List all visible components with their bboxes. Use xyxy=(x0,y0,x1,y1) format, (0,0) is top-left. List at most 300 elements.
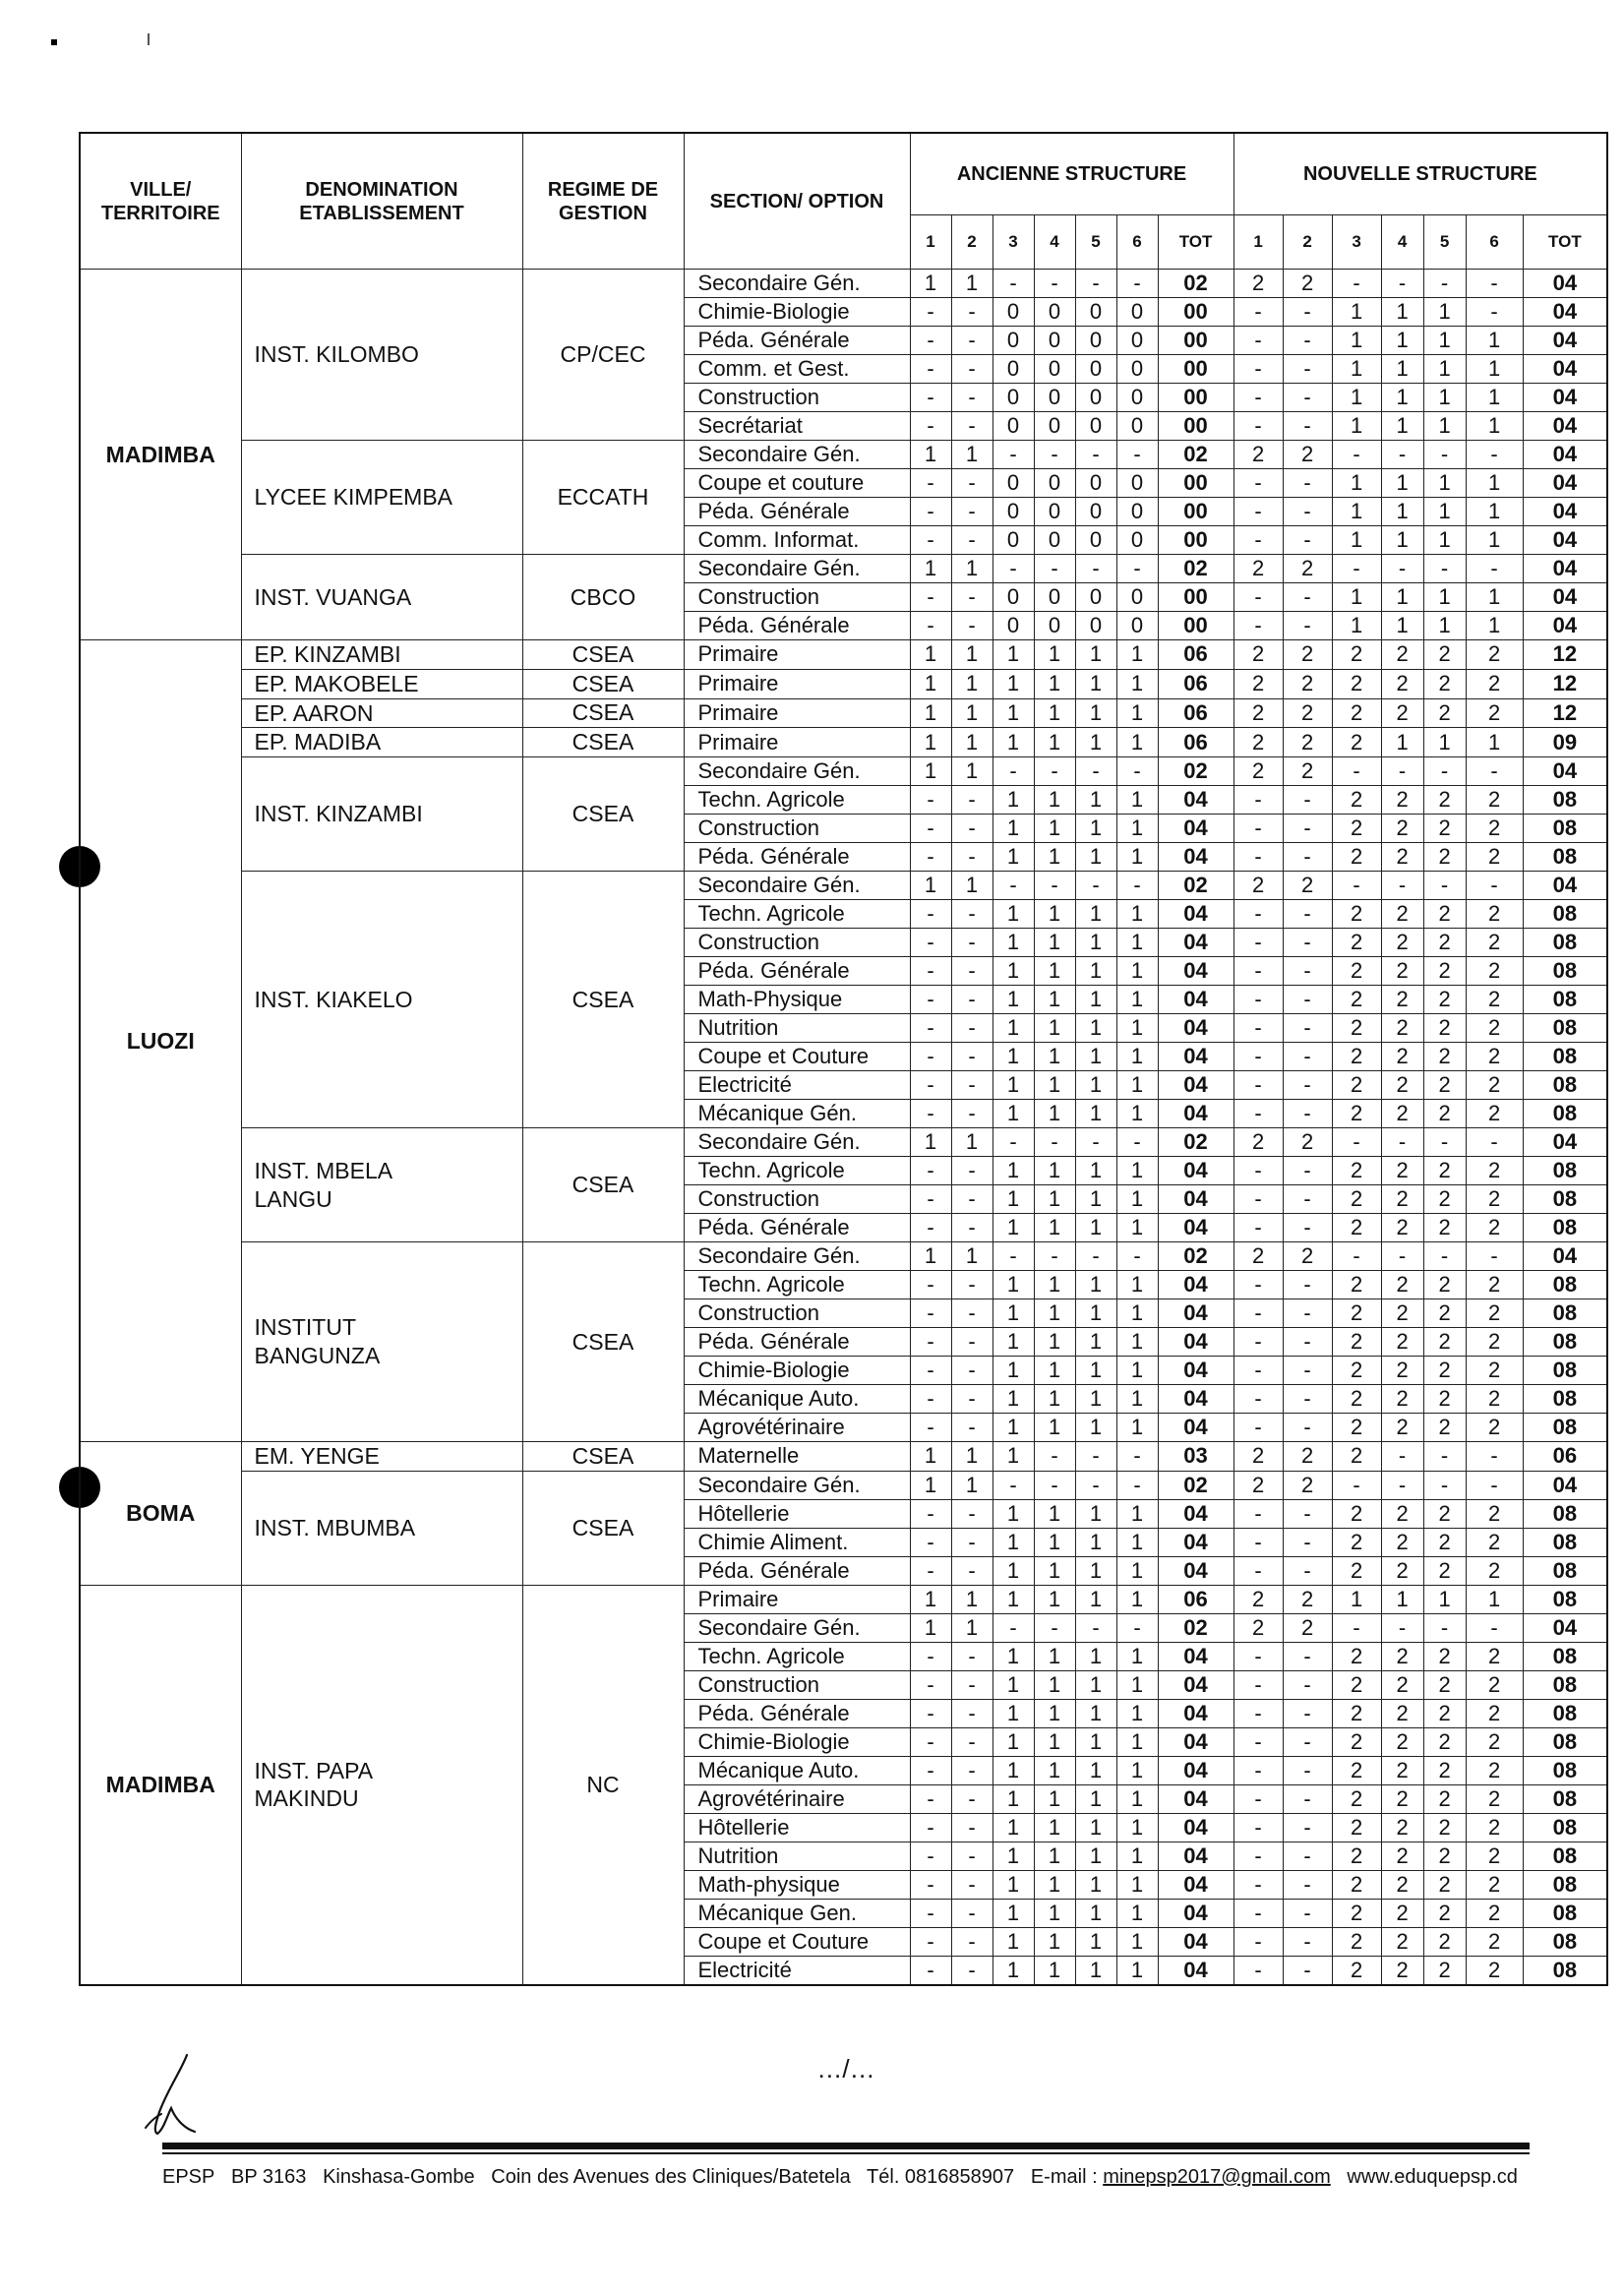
ancienne-value-cell: 1 xyxy=(1116,1157,1158,1185)
nouvelle-value-cell: 2 xyxy=(1423,843,1466,872)
nouvelle-value-cell: 1 xyxy=(1381,498,1423,526)
signature-icon xyxy=(138,2051,216,2140)
ancienne-value-cell: - xyxy=(1075,555,1116,583)
ancienne-value-cell: - xyxy=(951,1927,992,1956)
regime-cell: CSEA xyxy=(522,872,684,1128)
nouvelle-value-cell: 1 xyxy=(1423,498,1466,526)
header-col: 3 xyxy=(1332,215,1381,270)
nouvelle-value-cell: - xyxy=(1283,1271,1332,1299)
ancienne-value-cell: - xyxy=(910,498,951,526)
ancienne-value-cell: 1 xyxy=(910,640,951,670)
establishment-name: INST. MBELA LANGU xyxy=(241,1128,522,1242)
ancienne-value-cell: 1 xyxy=(910,270,951,298)
establishment-name: INST. VUANGA xyxy=(241,555,522,640)
ancienne-value-cell: 1 xyxy=(951,1585,992,1613)
nouvelle-value-cell: - xyxy=(1423,872,1466,900)
nouvelle-value-cell: - xyxy=(1283,1357,1332,1385)
section-cell: Primaire xyxy=(684,728,910,757)
section-cell: Primaire xyxy=(684,669,910,698)
nouvelle-total-cell: 08 xyxy=(1523,1756,1607,1784)
nouvelle-value-cell: - xyxy=(1283,1642,1332,1670)
nouvelle-value-cell: - xyxy=(1283,786,1332,815)
ancienne-value-cell: 1 xyxy=(992,1784,1034,1813)
nouvelle-value-cell: - xyxy=(1233,498,1283,526)
nouvelle-value-cell: 2 xyxy=(1332,1214,1381,1242)
footer-email-link[interactable]: minepsp2017@gmail.com xyxy=(1103,2166,1331,2188)
nouvelle-value-cell: 2 xyxy=(1423,1756,1466,1784)
nouvelle-value-cell: 2 xyxy=(1381,1185,1423,1214)
ancienne-value-cell: 1 xyxy=(992,929,1034,957)
nouvelle-total-cell: 04 xyxy=(1523,298,1607,327)
nouvelle-value-cell: 2 xyxy=(1233,669,1283,698)
ancienne-total-cell: 04 xyxy=(1158,1842,1233,1870)
section-cell: Techn. Agricole xyxy=(684,1642,910,1670)
nouvelle-value-cell: - xyxy=(1283,298,1332,327)
footer-website-link[interactable]: www.eduquepsp.cd xyxy=(1347,2166,1518,2188)
nouvelle-value-cell: - xyxy=(1233,1328,1283,1357)
ancienne-value-cell: - xyxy=(1116,441,1158,469)
nouvelle-value-cell: 2 xyxy=(1423,1784,1466,1813)
nouvelle-value-cell: 2 xyxy=(1423,669,1466,698)
table-row xyxy=(80,441,1607,469)
ancienne-value-cell: 0 xyxy=(1034,498,1075,526)
ancienne-value-cell: 0 xyxy=(992,526,1034,555)
nouvelle-total-cell: 04 xyxy=(1523,1471,1607,1499)
nouvelle-value-cell: 2 xyxy=(1332,986,1381,1014)
nouvelle-total-cell: 08 xyxy=(1523,1271,1607,1299)
ancienne-value-cell: 1 xyxy=(1075,1157,1116,1185)
ancienne-value-cell: - xyxy=(1116,270,1158,298)
nouvelle-value-cell: 2 xyxy=(1466,1727,1523,1756)
nouvelle-value-cell: 1 xyxy=(1332,384,1381,412)
nouvelle-value-cell: 1 xyxy=(1381,728,1423,757)
nouvelle-total-cell: 08 xyxy=(1523,1299,1607,1328)
ancienne-value-cell: 1 xyxy=(992,815,1034,843)
nouvelle-value-cell: 2 xyxy=(1381,1956,1423,1985)
ancienne-total-cell: 04 xyxy=(1158,1100,1233,1128)
section-cell: Chimie-Biologie xyxy=(684,1727,910,1756)
nouvelle-value-cell: 2 xyxy=(1332,1100,1381,1128)
nouvelle-total-cell: 04 xyxy=(1523,498,1607,526)
ancienne-value-cell: - xyxy=(910,1414,951,1442)
nouvelle-value-cell: 2 xyxy=(1423,698,1466,728)
ancienne-value-cell: - xyxy=(1034,1242,1075,1271)
nouvelle-value-cell: 2 xyxy=(1381,1499,1423,1528)
ancienne-total-cell: 04 xyxy=(1158,1784,1233,1813)
nouvelle-total-cell: 08 xyxy=(1523,1813,1607,1842)
ancienne-value-cell: 0 xyxy=(1075,412,1116,441)
nouvelle-value-cell: - xyxy=(1332,1242,1381,1271)
ancienne-value-cell: - xyxy=(951,786,992,815)
nouvelle-value-cell: 2 xyxy=(1332,1556,1381,1585)
nouvelle-value-cell: 2 xyxy=(1381,1328,1423,1357)
ancienne-value-cell: 0 xyxy=(992,327,1034,355)
nouvelle-value-cell: 2 xyxy=(1423,1299,1466,1328)
ancienne-total-cell: 04 xyxy=(1158,1014,1233,1043)
section-cell: Secondaire Gén. xyxy=(684,872,910,900)
nouvelle-value-cell: 1 xyxy=(1332,412,1381,441)
section-cell: Péda. Générale xyxy=(684,1556,910,1585)
ancienne-value-cell: 1 xyxy=(951,1471,992,1499)
nouvelle-value-cell: 1 xyxy=(1332,355,1381,384)
nouvelle-value-cell: 2 xyxy=(1381,1727,1423,1756)
ancienne-total-cell: 02 xyxy=(1158,757,1233,786)
nouvelle-value-cell: 2 xyxy=(1381,1014,1423,1043)
ancienne-value-cell: 1 xyxy=(1075,1727,1116,1756)
ancienne-value-cell: - xyxy=(1075,757,1116,786)
nouvelle-value-cell: 2 xyxy=(1381,1870,1423,1899)
nouvelle-value-cell: - xyxy=(1233,929,1283,957)
header-section: SECTION/ OPTION xyxy=(684,133,910,270)
ancienne-total-cell: 04 xyxy=(1158,1271,1233,1299)
nouvelle-value-cell: 2 xyxy=(1332,786,1381,815)
nouvelle-value-cell: 1 xyxy=(1466,412,1523,441)
ancienne-value-cell: 1 xyxy=(1116,1528,1158,1556)
header-col: 4 xyxy=(1381,215,1423,270)
ancienne-value-cell: 1 xyxy=(1116,1784,1158,1813)
nouvelle-value-cell: - xyxy=(1423,1242,1466,1271)
ancienne-total-cell: 00 xyxy=(1158,583,1233,612)
ancienne-value-cell: - xyxy=(910,786,951,815)
nouvelle-value-cell: - xyxy=(1283,412,1332,441)
nouvelle-value-cell: 2 xyxy=(1332,1328,1381,1357)
nouvelle-value-cell: - xyxy=(1283,957,1332,986)
nouvelle-value-cell: - xyxy=(1233,1899,1283,1927)
nouvelle-value-cell: 2 xyxy=(1233,555,1283,583)
ancienne-total-cell: 00 xyxy=(1158,412,1233,441)
nouvelle-value-cell: 1 xyxy=(1423,612,1466,640)
ancienne-value-cell: 1 xyxy=(992,1328,1034,1357)
ancienne-value-cell: 1 xyxy=(1034,1299,1075,1328)
nouvelle-value-cell: 2 xyxy=(1283,270,1332,298)
ancienne-value-cell: 1 xyxy=(1034,728,1075,757)
ancienne-value-cell: 1 xyxy=(1034,1784,1075,1813)
header-col: 5 xyxy=(1075,215,1116,270)
header-ancienne-structure: ANCIENNE STRUCTURE xyxy=(910,133,1233,215)
ancienne-value-cell: - xyxy=(951,1870,992,1899)
section-cell: Nutrition xyxy=(684,1014,910,1043)
ancienne-value-cell: 1 xyxy=(1075,1784,1116,1813)
ancienne-value-cell: - xyxy=(951,469,992,498)
regime-cell: CSEA xyxy=(522,640,684,670)
ancienne-value-cell: - xyxy=(951,1727,992,1756)
nouvelle-value-cell: - xyxy=(1233,1157,1283,1185)
nouvelle-value-cell: - xyxy=(1332,1128,1381,1157)
nouvelle-value-cell: 1 xyxy=(1466,728,1523,757)
nouvelle-value-cell: - xyxy=(1233,1214,1283,1242)
ancienne-value-cell: 1 xyxy=(1116,1385,1158,1414)
ancienne-value-cell: - xyxy=(951,1899,992,1927)
ancienne-value-cell: 1 xyxy=(951,1613,992,1642)
ancienne-value-cell: - xyxy=(951,526,992,555)
nouvelle-value-cell: 2 xyxy=(1466,1813,1523,1842)
nouvelle-value-cell: 2 xyxy=(1381,1642,1423,1670)
ancienne-value-cell: 1 xyxy=(1034,1014,1075,1043)
nouvelle-total-cell: 12 xyxy=(1523,640,1607,670)
nouvelle-value-cell: - xyxy=(1466,1242,1523,1271)
nouvelle-value-cell: 2 xyxy=(1423,1071,1466,1100)
nouvelle-value-cell: 2 xyxy=(1332,1756,1381,1784)
section-cell: Comm. et Gest. xyxy=(684,355,910,384)
ancienne-total-cell: 04 xyxy=(1158,1157,1233,1185)
nouvelle-value-cell: 1 xyxy=(1466,498,1523,526)
ancienne-value-cell: 1 xyxy=(951,270,992,298)
ancienne-value-cell: 1 xyxy=(992,1357,1034,1385)
ancienne-total-cell: 04 xyxy=(1158,1699,1233,1727)
ancienne-value-cell: 1 xyxy=(1116,1414,1158,1442)
ancienne-total-cell: 04 xyxy=(1158,1756,1233,1784)
nouvelle-total-cell: 04 xyxy=(1523,526,1607,555)
nouvelle-value-cell: - xyxy=(1381,1242,1423,1271)
table-row xyxy=(80,728,1607,757)
section-cell: Péda. Générale xyxy=(684,327,910,355)
nouvelle-total-cell: 08 xyxy=(1523,1499,1607,1528)
nouvelle-value-cell: 1 xyxy=(1332,583,1381,612)
ancienne-value-cell: 1 xyxy=(992,1642,1034,1670)
ancienne-value-cell: 1 xyxy=(992,1842,1034,1870)
nouvelle-value-cell: 2 xyxy=(1381,1756,1423,1784)
ancienne-value-cell: 1 xyxy=(1075,1071,1116,1100)
ancienne-value-cell: 1 xyxy=(1034,815,1075,843)
nouvelle-value-cell: 1 xyxy=(1332,298,1381,327)
nouvelle-value-cell: - xyxy=(1233,1842,1283,1870)
nouvelle-value-cell: - xyxy=(1283,384,1332,412)
ancienne-total-cell: 04 xyxy=(1158,815,1233,843)
nouvelle-value-cell: - xyxy=(1233,298,1283,327)
nouvelle-value-cell: 2 xyxy=(1466,900,1523,929)
ancienne-total-cell: 06 xyxy=(1158,698,1233,728)
ancienne-value-cell: 1 xyxy=(1116,957,1158,986)
nouvelle-value-cell: 2 xyxy=(1381,1385,1423,1414)
nouvelle-value-cell: 2 xyxy=(1466,669,1523,698)
ancienne-value-cell: 1 xyxy=(1116,1585,1158,1613)
ancienne-value-cell: 1 xyxy=(1075,669,1116,698)
ancienne-value-cell: 1 xyxy=(1116,786,1158,815)
header-denomination: DENOMINATION ETABLISSEMENT xyxy=(241,133,522,270)
nouvelle-value-cell: - xyxy=(1381,555,1423,583)
section-cell: Péda. Générale xyxy=(684,1328,910,1357)
nouvelle-value-cell: 2 xyxy=(1423,1043,1466,1071)
ancienne-total-cell: 04 xyxy=(1158,1357,1233,1385)
ancienne-value-cell: 1 xyxy=(1075,1956,1116,1985)
nouvelle-value-cell: 2 xyxy=(1423,1014,1466,1043)
nouvelle-value-cell: - xyxy=(1233,1414,1283,1442)
ancienne-value-cell: 1 xyxy=(992,1927,1034,1956)
ancienne-value-cell: - xyxy=(992,872,1034,900)
nouvelle-value-cell: 2 xyxy=(1233,1585,1283,1613)
ancienne-value-cell: - xyxy=(1116,555,1158,583)
ancienne-value-cell: 1 xyxy=(1116,1071,1158,1100)
ancienne-value-cell: 1 xyxy=(992,1899,1034,1927)
table-row xyxy=(80,1442,1607,1472)
nouvelle-value-cell: 1 xyxy=(1466,526,1523,555)
footer-org: EPSP xyxy=(162,2166,215,2188)
ancienne-value-cell: 1 xyxy=(992,1699,1034,1727)
ancienne-total-cell: 04 xyxy=(1158,1043,1233,1071)
ancienne-value-cell: 1 xyxy=(1075,1214,1116,1242)
ancienne-value-cell: 1 xyxy=(910,1613,951,1642)
nouvelle-value-cell: - xyxy=(1283,1784,1332,1813)
nouvelle-value-cell: 2 xyxy=(1332,698,1381,728)
nouvelle-value-cell: 2 xyxy=(1381,900,1423,929)
section-cell: Hôtellerie xyxy=(684,1813,910,1842)
section-cell: Maternelle xyxy=(684,1442,910,1472)
ancienne-value-cell: 1 xyxy=(1075,1842,1116,1870)
nouvelle-value-cell: 2 xyxy=(1466,1414,1523,1442)
nouvelle-value-cell: - xyxy=(1233,1756,1283,1784)
nouvelle-value-cell: 1 xyxy=(1381,412,1423,441)
nouvelle-value-cell: - xyxy=(1233,526,1283,555)
nouvelle-value-cell: 2 xyxy=(1466,1927,1523,1956)
ancienne-total-cell: 00 xyxy=(1158,384,1233,412)
ancienne-value-cell: - xyxy=(910,1528,951,1556)
ancienne-value-cell: - xyxy=(1116,757,1158,786)
nouvelle-value-cell: - xyxy=(1423,1613,1466,1642)
nouvelle-total-cell: 08 xyxy=(1523,1157,1607,1185)
nouvelle-value-cell: 2 xyxy=(1381,698,1423,728)
nouvelle-value-cell: 2 xyxy=(1423,1727,1466,1756)
footer xyxy=(162,2166,1539,2189)
ancienne-total-cell: 06 xyxy=(1158,669,1233,698)
ancienne-value-cell: 1 xyxy=(992,843,1034,872)
ancienne-value-cell: 1 xyxy=(1116,1185,1158,1214)
establishment-name: EP. KINZAMBI xyxy=(241,640,522,670)
nouvelle-value-cell: 2 xyxy=(1332,640,1381,670)
section-cell: Primaire xyxy=(684,698,910,728)
section-cell: Nutrition xyxy=(684,1842,910,1870)
nouvelle-value-cell: - xyxy=(1381,757,1423,786)
ancienne-value-cell: 1 xyxy=(1075,1899,1116,1927)
nouvelle-total-cell: 08 xyxy=(1523,986,1607,1014)
nouvelle-value-cell: - xyxy=(1233,1670,1283,1699)
nouvelle-value-cell: 2 xyxy=(1283,1613,1332,1642)
nouvelle-value-cell: 1 xyxy=(1423,583,1466,612)
ancienne-value-cell: 0 xyxy=(992,612,1034,640)
nouvelle-value-cell: - xyxy=(1233,355,1283,384)
ancienne-total-cell: 04 xyxy=(1158,900,1233,929)
nouvelle-value-cell: 2 xyxy=(1381,1043,1423,1071)
ancienne-value-cell: - xyxy=(992,1128,1034,1157)
section-cell: Electricité xyxy=(684,1956,910,1985)
nouvelle-value-cell: - xyxy=(1283,355,1332,384)
ancienne-value-cell: - xyxy=(910,1927,951,1956)
ancienne-value-cell: - xyxy=(951,1414,992,1442)
ancienne-value-cell: - xyxy=(910,957,951,986)
ancienne-total-cell: 04 xyxy=(1158,1299,1233,1328)
ancienne-value-cell: 1 xyxy=(1116,900,1158,929)
regime-cell: CSEA xyxy=(522,1442,684,1472)
nouvelle-value-cell: 2 xyxy=(1332,1271,1381,1299)
ancienne-value-cell: 0 xyxy=(1034,384,1075,412)
ancienne-value-cell: - xyxy=(910,1756,951,1784)
nouvelle-total-cell: 08 xyxy=(1523,1328,1607,1357)
ancienne-value-cell: - xyxy=(992,757,1034,786)
nouvelle-value-cell: - xyxy=(1423,441,1466,469)
nouvelle-value-cell: 2 xyxy=(1423,1556,1466,1585)
ancienne-value-cell: - xyxy=(951,1842,992,1870)
nouvelle-value-cell: - xyxy=(1233,843,1283,872)
nouvelle-value-cell: 2 xyxy=(1381,640,1423,670)
ancienne-value-cell: 0 xyxy=(992,583,1034,612)
nouvelle-value-cell: 2 xyxy=(1423,1528,1466,1556)
ancienne-value-cell: 1 xyxy=(992,1043,1034,1071)
ancienne-value-cell: 1 xyxy=(992,900,1034,929)
footer-city: Kinshasa-Gombe xyxy=(323,2166,475,2188)
nouvelle-value-cell: 2 xyxy=(1381,1299,1423,1328)
ancienne-value-cell: 1 xyxy=(910,669,951,698)
establishment-name: INSTITUT BANGUNZA xyxy=(241,1242,522,1442)
ancienne-value-cell: 0 xyxy=(1075,384,1116,412)
ancienne-total-cell: 02 xyxy=(1158,1613,1233,1642)
nouvelle-value-cell: - xyxy=(1332,757,1381,786)
nouvelle-value-cell: - xyxy=(1283,815,1332,843)
ancienne-value-cell: 1 xyxy=(951,441,992,469)
nouvelle-value-cell: - xyxy=(1233,1271,1283,1299)
ancienne-value-cell: - xyxy=(910,1157,951,1185)
nouvelle-value-cell: 2 xyxy=(1423,1699,1466,1727)
nouvelle-value-cell: - xyxy=(1466,1128,1523,1157)
nouvelle-value-cell: - xyxy=(1283,1157,1332,1185)
ancienne-value-cell: - xyxy=(910,1357,951,1385)
nouvelle-value-cell: 2 xyxy=(1283,669,1332,698)
nouvelle-value-cell: - xyxy=(1466,270,1523,298)
nouvelle-value-cell: - xyxy=(1381,1442,1423,1472)
nouvelle-value-cell: 2 xyxy=(1423,900,1466,929)
ancienne-value-cell: - xyxy=(1034,1471,1075,1499)
ancienne-value-cell: - xyxy=(951,1185,992,1214)
ancienne-value-cell: - xyxy=(1075,441,1116,469)
ancienne-value-cell: - xyxy=(951,1214,992,1242)
ancienne-total-cell: 04 xyxy=(1158,843,1233,872)
section-cell: Péda. Générale xyxy=(684,498,910,526)
nouvelle-value-cell: - xyxy=(1233,412,1283,441)
ancienne-value-cell: 1 xyxy=(1034,929,1075,957)
nouvelle-value-cell: 2 xyxy=(1381,1899,1423,1927)
ancienne-value-cell: - xyxy=(951,900,992,929)
ancienne-value-cell: - xyxy=(1116,1442,1158,1472)
nouvelle-value-cell: 2 xyxy=(1332,1813,1381,1842)
nouvelle-value-cell: - xyxy=(1283,1528,1332,1556)
ancienne-total-cell: 06 xyxy=(1158,728,1233,757)
nouvelle-value-cell: 2 xyxy=(1233,728,1283,757)
ancienne-value-cell: - xyxy=(951,1071,992,1100)
nouvelle-value-cell: - xyxy=(1233,583,1283,612)
section-cell: Comm. Informat. xyxy=(684,526,910,555)
ancienne-value-cell: 0 xyxy=(1116,469,1158,498)
section-cell: Hôtellerie xyxy=(684,1499,910,1528)
ancienne-total-cell: 04 xyxy=(1158,1528,1233,1556)
nouvelle-value-cell: 1 xyxy=(1332,469,1381,498)
ancienne-value-cell: - xyxy=(951,298,992,327)
ancienne-value-cell: 1 xyxy=(951,555,992,583)
ancienne-total-cell: 02 xyxy=(1158,1128,1233,1157)
nouvelle-value-cell: 2 xyxy=(1332,1499,1381,1528)
ancienne-value-cell: - xyxy=(1034,441,1075,469)
nouvelle-value-cell: 2 xyxy=(1423,1956,1466,1985)
section-cell: Chimie-Biologie xyxy=(684,1357,910,1385)
ancienne-value-cell: 0 xyxy=(1034,612,1075,640)
ancienne-value-cell: 1 xyxy=(951,698,992,728)
ancienne-value-cell: 1 xyxy=(1075,815,1116,843)
ancienne-total-cell: 02 xyxy=(1158,441,1233,469)
nouvelle-total-cell: 08 xyxy=(1523,1842,1607,1870)
nouvelle-value-cell: - xyxy=(1283,583,1332,612)
nouvelle-total-cell: 04 xyxy=(1523,1128,1607,1157)
header-col: 6 xyxy=(1466,215,1523,270)
nouvelle-value-cell: - xyxy=(1283,929,1332,957)
ancienne-value-cell: 1 xyxy=(1075,1870,1116,1899)
establishment-name: INST. KILOMBO xyxy=(241,270,522,441)
